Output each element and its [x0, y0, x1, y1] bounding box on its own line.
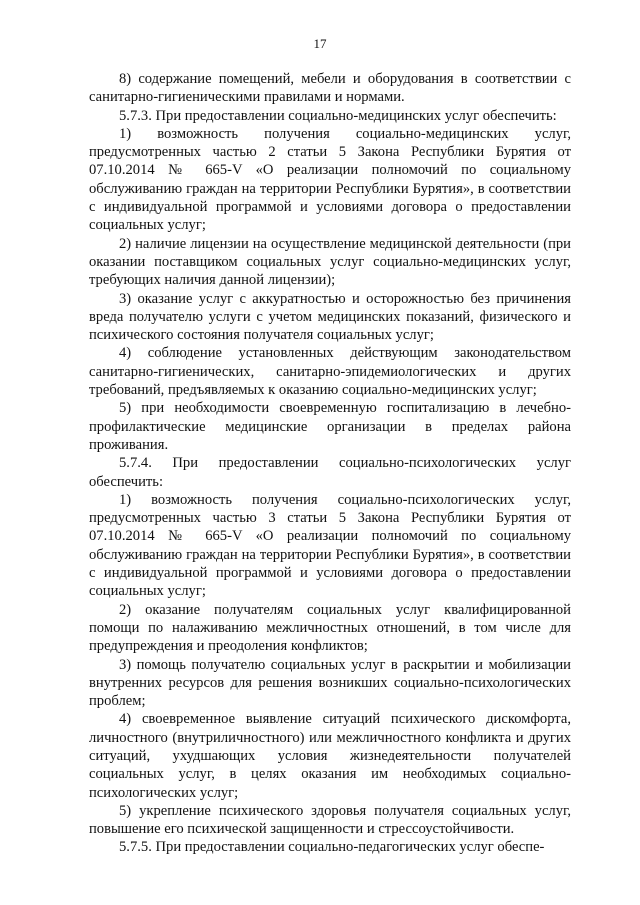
page-number: 17 [313, 36, 327, 51]
paragraph-psychological-item-3: 3) помощь получателю социальных услуг в раскрытии и мобилизации внутренних ресурсов для решения возникших социально-психологических проблем; [89, 656, 571, 710]
document-body [89, 70, 571, 857]
paragraph-5-7-4-heading: 5.7.4. При предоставлении социально-психологических услуг обеспечить: [89, 455, 571, 490]
paragraph-medical-item-3: 3) оказание услуг с аккуратностью и осторожностью без причинения вреда получателю услуги с учетом медицинских показаний, физического и психического состояния получателя социальных услуг; [89, 290, 571, 344]
paragraph-5-7-5-heading: 5.7.5. При предоставлении социально-педагогических услуг обеспе- [119, 839, 545, 856]
paragraph-medical-item-5: 5) при необходимости своевременную госпитализацию в лечебно-профилактические медицинские организации в пределах района проживания. [89, 400, 571, 453]
paragraph-psychological-item-5: 5) укрепление психического здоровья получателя социальных услуг, повышение его психической защищенности и стрессоустойчивости. [89, 802, 571, 838]
paragraph-item-8-premises: 8) содержание помещений, мебели и оборудования в соответствии с санитарно-гигиеническими правилами и нормами. [89, 71, 571, 106]
paragraph-psychological-item-2: 2) оказание получателям социальных услуг квалифицированной помощи по налаживанию межличностных отношений, в том числе для предупреждения и преодоления конфликтов; [89, 601, 571, 655]
paragraph-medical-item-1: 1) возможность получения социально-медицинских услуг, предусмотренных частью 2 статьи 5 Закона Республики Бурятия от 07.10.2014 № 665-V «О реализации полномочий по социальному обслуживанию граждан на территории Республики Бурятия», в соответствии с индивидуальной программой и условиями договора о предоставлении социальных услуг; [89, 125, 571, 234]
paragraph-medical-item-4: 4) соблюдение установленных действующим законодательством санитарно-гигиенических, санитарно-эпидемиологических и других требований, предъявляемых к оказанию социально-медицинских услуг; [89, 345, 571, 399]
paragraph-5-7-3-heading: 5.7.3. При предоставлении социально-медицинских услуг обеспечить: [119, 107, 557, 124]
paragraph-psychological-item-4: 4) своевременное выявление ситуаций психического дискомфорта, личностного (внутриличностного) или межличностного конфликта и других ситуаций, ухудшающих условия жизнедеятельности получателей социальных услуг, в целях оказания им необходимых социально-психологических услуг; [89, 711, 571, 801]
paragraph-medical-item-2: 2) наличие лицензии на осуществление медицинской деятельности (при оказании поставщиком социальных услуг социально-медицинских услуг, требующих наличия данной лицензии); [89, 235, 571, 289]
paragraph-psychological-item-1: 1) возможность получения социально-психологических услуг, предусмотренных частью 3 статьи 5 Закона Республики Бурятия от 07.10.2014 № 665-V «О реализации полномочий по социальному обслуживанию граждан на территории Республики Бурятия», в соответствии с индивидуальной программой и условиями договора о предоставлении социальных услуг; [89, 491, 571, 600]
